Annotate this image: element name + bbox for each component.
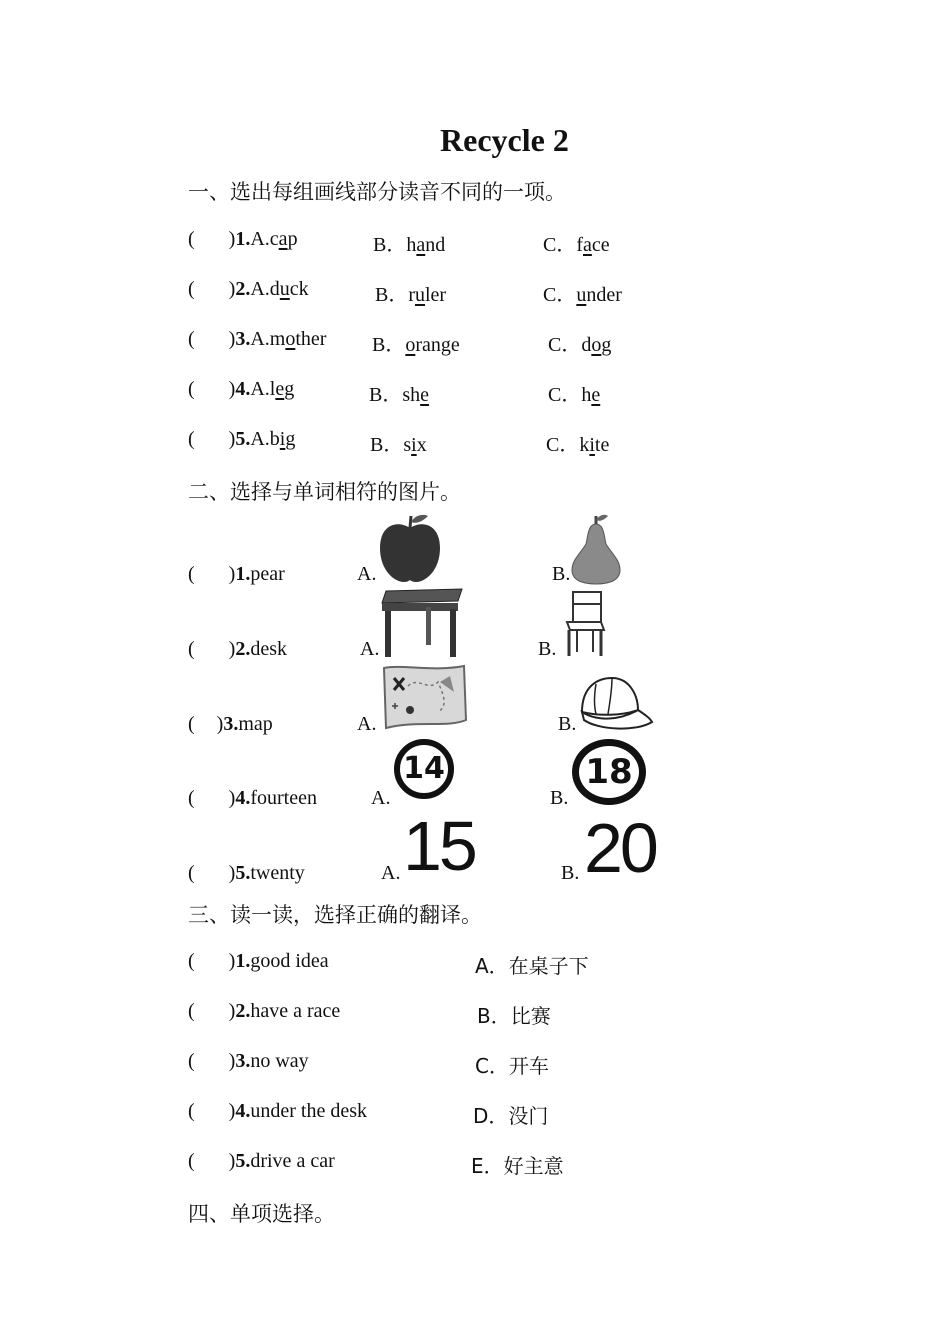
- number-15-icon: 15: [403, 807, 475, 885]
- list-item: ( )2.A.duck: [188, 278, 309, 300]
- option-b-label: B.: [561, 862, 580, 884]
- list-item: ( )5.drive a car: [188, 1150, 335, 1172]
- option-b: B．six: [370, 434, 427, 456]
- map-icon: [378, 662, 470, 732]
- list-item: ( )3.A.mother: [188, 328, 327, 350]
- number-20-icon: 20: [584, 809, 656, 887]
- list-item: ( )5.twenty: [188, 862, 305, 884]
- section1-heading: 一、选出每组画线部分读音不同的一项。: [188, 180, 566, 204]
- option-b: B．hand: [373, 234, 446, 256]
- list-item: ( )1.good idea: [188, 950, 329, 972]
- translation-option: A．在桌子下: [475, 954, 589, 978]
- section3-heading: 三、读一读，选择正确的翻译。: [188, 903, 482, 927]
- option-b: B．ruler: [375, 284, 447, 306]
- number-14-icon: 14: [394, 739, 454, 799]
- cap-icon: [578, 676, 654, 734]
- option-c: C．dog: [548, 334, 612, 356]
- option-a-label: A.: [357, 713, 377, 735]
- option-b: B．she: [369, 384, 430, 406]
- option-c: C．he: [548, 384, 601, 406]
- list-item: ( )2.have a race: [188, 1000, 341, 1022]
- section2-heading: 二、选择与单词相符的图片。: [188, 480, 461, 504]
- chair-icon: [564, 590, 606, 658]
- option-b-label: B.: [558, 713, 577, 735]
- translation-option: C．开车: [475, 1054, 549, 1078]
- option-a-label: A.: [381, 862, 401, 884]
- list-item: ( )4.fourteen: [188, 787, 317, 809]
- option-a-label: A.: [357, 563, 377, 585]
- translation-option: D．没门: [473, 1104, 549, 1128]
- section4-heading: 四、单项选择。: [188, 1202, 335, 1226]
- option-b-label: B.: [552, 563, 571, 585]
- option-b: B．orange: [372, 334, 460, 356]
- option-b-label: B.: [538, 638, 557, 660]
- option-c: C．face: [543, 234, 610, 256]
- list-item: ( )3.map: [188, 713, 273, 735]
- desk-icon: [380, 587, 464, 659]
- option-c: C．kite: [546, 434, 610, 456]
- list-item: ( )4.under the desk: [188, 1100, 367, 1122]
- list-item: ( )1.A.cap: [188, 228, 298, 250]
- list-item: ( )1.pear: [188, 563, 285, 585]
- list-item: ( )5.A.big: [188, 428, 296, 450]
- list-item: ( )3.no way: [188, 1050, 309, 1072]
- option-a-label: A.: [371, 787, 391, 809]
- apple-icon: [378, 512, 442, 584]
- list-item: ( )4.A.leg: [188, 378, 295, 400]
- translation-option: E．好主意: [471, 1154, 564, 1178]
- option-a-label: A.: [360, 638, 380, 660]
- list-item: ( )2.desk: [188, 638, 288, 660]
- number-18-icon: 18: [572, 739, 646, 805]
- page-title: Recycle 2: [440, 122, 569, 158]
- option-b-label: B.: [550, 787, 569, 809]
- pear-icon: [570, 514, 622, 584]
- translation-option: B．比赛: [477, 1004, 551, 1028]
- option-c: C．under: [543, 284, 622, 306]
